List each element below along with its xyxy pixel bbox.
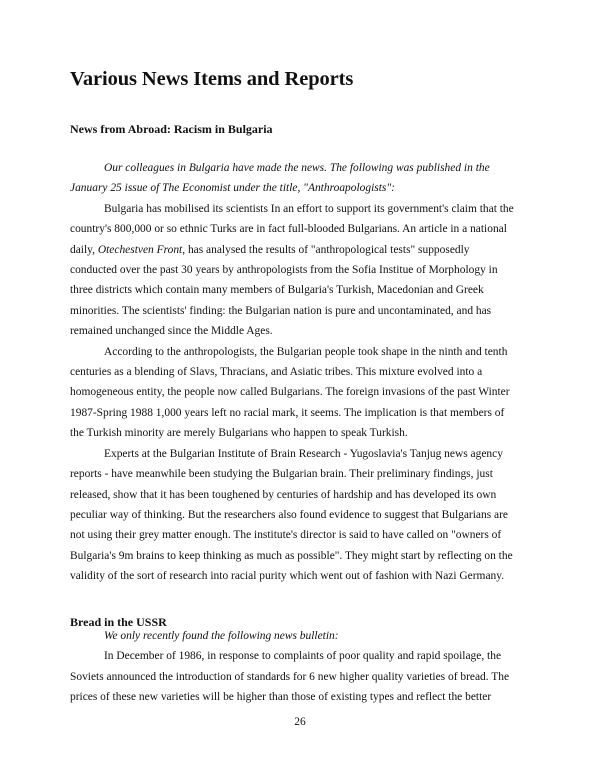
body-line: According to the anthropologists, the Bulgarian people took shape in the ninth and tenth (104, 345, 508, 358)
body-line: In December of 1986, in response to complaints of poor quality and rapid spoilage, the (104, 650, 502, 663)
body-line: Soviets announced the introduction of standards for 6 new higher quality varieties of bread. The (70, 670, 510, 683)
body-line: three districts which contain many members of Bulgaria's Turkish, Macedonian and Greek (70, 284, 484, 297)
body-line: not using their grey matter enough. The institute's director is said to have called on "owners of (70, 529, 502, 542)
body-line: the Turkish minority are merely Bulgarians who happen to speak Turkish. (70, 427, 408, 440)
body-line: prices of these new varieties will be higher than those of existing types and reflect the better (70, 691, 492, 704)
body-line: centuries as a blending of Slavs, Thracians, and Asiatic tribes. This mixture evolved into a (70, 366, 483, 379)
body-line: released, show that it has been toughened by centuries of hardship and has developed its own (70, 488, 497, 501)
page-title: Various News Items and Reports (70, 68, 354, 90)
section-body-bread (70, 626, 530, 708)
body-line: peculiar way of thinking. But the researchers also found evidence to suggest that Bulgarians are (70, 508, 508, 521)
body-line: conducted over the past 30 years by anthropologists from the Sofia Institue of Morphology in (70, 264, 498, 277)
body-line: Bulgaria's 9m brains to keep thinking as much as possible". They might start by reflecting on the (70, 549, 513, 562)
body-line: country's 800,000 or so ethnic Turks are in fact full-blooded Bulgarians. An article in a national (70, 223, 507, 236)
newspaper-name: Otechestven Front (97, 243, 183, 256)
section-body-racism (70, 158, 530, 587)
intro-line: January 25 issue of The Economist under the title, "Anthroapologists": (70, 182, 395, 195)
body-line: Bulgaria has mobilised its scientists In an effort to support its government's claim that the (104, 202, 514, 215)
text-run: daily, (70, 243, 95, 256)
section-heading-racism: News from Abroad: Racism in Bulgaria (70, 122, 273, 136)
body-line: Experts at the Bulgarian Institute of Brain Research - Yugoslavia's Tanjug news agency (104, 447, 503, 460)
text-run: , has analysed the results of "anthropological tests" supposedly (182, 243, 470, 256)
body-line: reports - have meanwhile been studying the Bulgarian brain. Their preliminary findings, just (70, 468, 493, 481)
body-line: 1987-Spring 1988 1,000 years left no racial mark, it seems. The implication is that members of (70, 406, 505, 419)
body-line: minorities. The scientists' finding: the Bulgarian nation is pure and uncontaminated, and has (70, 304, 492, 317)
page-number: 26 (294, 716, 306, 728)
section-heading-bread: Bread in the USSR (70, 615, 167, 629)
intro-line: We only recently found the following news bulletin: (104, 630, 339, 642)
body-line (70, 240, 530, 260)
intro-line: Our colleagues in Bulgaria have made the news. The following was published in the (104, 162, 490, 174)
body-line: validity of the sort of research into racial purity which went out of fashion with Nazi Germany. (70, 570, 505, 583)
body-line: homogeneous entity, the people now called Bulgarians. The foreign invasions of the past Winter (70, 386, 510, 399)
body-line: remained unchanged since the Middle Ages. (70, 325, 273, 338)
